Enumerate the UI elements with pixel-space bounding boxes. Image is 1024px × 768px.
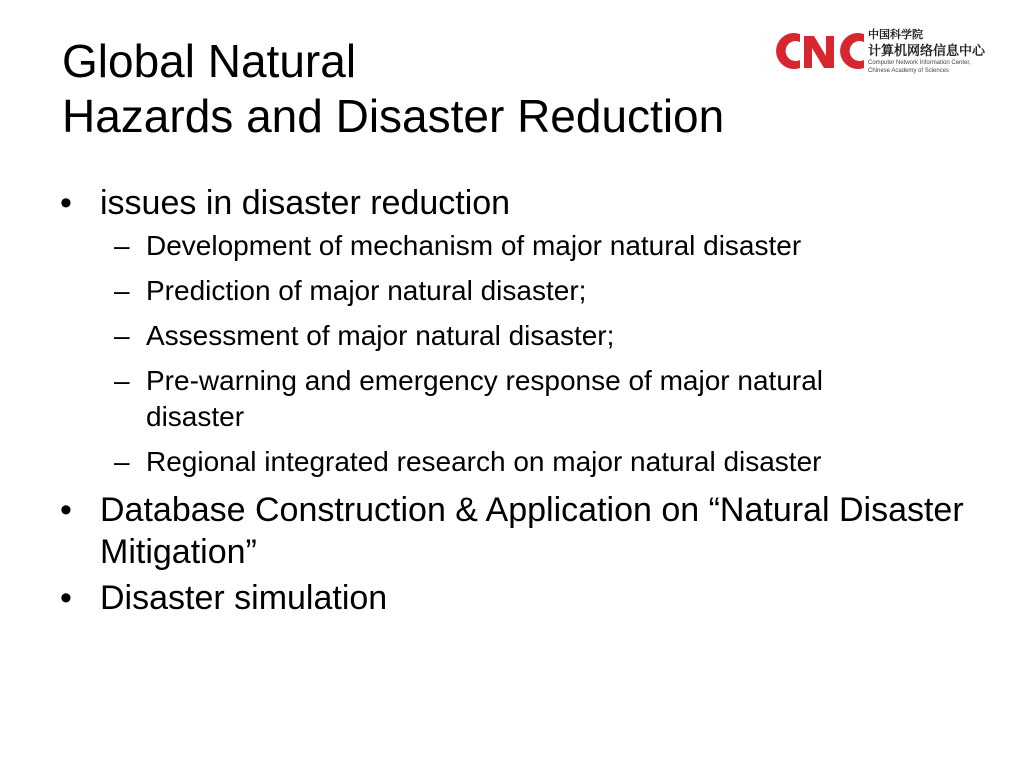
- slide-title-line-1: Global Natural: [62, 35, 357, 87]
- logo-text: [868, 28, 1010, 75]
- bullet-item: [60, 182, 980, 224]
- sub-bullet-item: [60, 318, 980, 354]
- logo-cn-center: 计算机网络信息中心: [868, 43, 986, 58]
- bullet-item: [60, 489, 980, 573]
- sub-bullet-item: [60, 363, 846, 435]
- bullet-item: [60, 577, 980, 619]
- slide-title-line-2: Hazards and Disaster Reduction: [62, 90, 725, 142]
- sub-bullet-marker: –: [114, 365, 130, 396]
- bullet-text: issues in disaster reduction: [100, 184, 511, 222]
- sub-bullet-marker: –: [114, 275, 130, 306]
- sub-bullet-marker: –: [114, 230, 130, 261]
- sub-bullet-marker: –: [114, 446, 130, 477]
- bullet-marker: •: [60, 491, 72, 529]
- sub-bullet-text: Regional integrated research on major natural disaster: [146, 446, 822, 477]
- sub-bullet-item: [60, 228, 980, 264]
- bullet-text: Disaster simulation: [100, 579, 388, 617]
- slide-body: [60, 182, 980, 619]
- sub-bullet-text: Prediction of major natural disaster;: [146, 275, 587, 306]
- sub-bullet-item: [60, 273, 980, 309]
- cnic-logo: [770, 22, 1010, 88]
- logo-en-line-1: Computer Network Information Center,: [868, 60, 971, 66]
- bullet-marker: •: [60, 184, 72, 222]
- sub-bullet-item: [60, 444, 846, 480]
- sub-bullet-marker: –: [114, 320, 130, 351]
- sub-bullet-text: Development of mechanism of major natural disaster: [146, 230, 802, 261]
- bullet-marker: •: [60, 579, 72, 617]
- logo-en-line-2: Chinese Academy of Sciences: [868, 68, 950, 74]
- bullet-text: Database Construction & Application on “Natural Disaster Mitigation”: [100, 491, 964, 571]
- logo-cn-org: 中国科学院: [868, 29, 923, 41]
- cnic-logo-mark: [770, 22, 866, 80]
- sub-bullet-text: Assessment of major natural disaster;: [146, 320, 615, 351]
- sub-bullet-list: [60, 228, 980, 480]
- sub-bullet-text: Pre-warning and emergency response of major natural disaster: [146, 365, 824, 432]
